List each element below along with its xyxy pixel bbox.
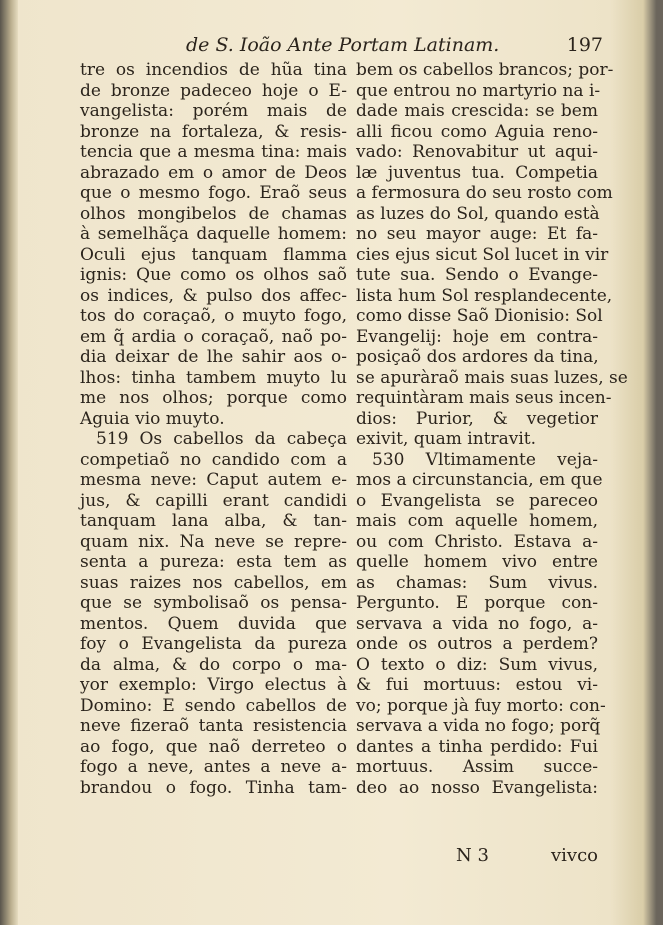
text-line: os indices, & pulso dos affec- xyxy=(80,285,347,306)
text-line: mesma neve: Caput autem e- xyxy=(80,470,347,490)
catchword: vivco xyxy=(550,845,598,866)
text-line: ignis: Que como os olhos saõ xyxy=(80,265,347,285)
text-line: Pergunto. E porque con- xyxy=(356,593,598,613)
text-line: mentos. Quem duvida que xyxy=(80,613,347,634)
text-line: abrazado em o amor de Deos xyxy=(80,162,347,183)
text-line: ao fogo, que naõ derreteo o xyxy=(80,736,347,757)
text-line: bronze na fortaleza, & resis- xyxy=(80,121,347,142)
signature-mark: N 3 xyxy=(456,845,489,866)
text-line: como disse Saõ Dionisio: Sol xyxy=(356,306,603,326)
text-line: de bronze padeceo hoje o E- xyxy=(80,80,347,101)
text-line: da alma, & do corpo o ma- xyxy=(80,654,347,675)
text-line: as luzes do Sol, quando està xyxy=(356,203,600,224)
text-line: mortuus. Assim succe- xyxy=(356,757,598,777)
text-line: mais com aquelle homem, xyxy=(356,511,598,531)
text-line: quelle homem vivo entre xyxy=(356,552,598,572)
text-line: que entrou no martyrio na i- xyxy=(356,80,601,101)
running-head: de S. Ioão Ante Portam Latinam. xyxy=(186,34,500,56)
text-line: tos do coraçaõ, o muyto fogo, xyxy=(80,306,347,326)
text-line: o Evangelista se pareceo xyxy=(356,490,598,511)
text-line: me nos olhos; porque como xyxy=(80,388,347,408)
text-line: as chamas: Sum vivus. xyxy=(356,572,598,593)
page-footer xyxy=(356,845,598,867)
text-line: læ juventus tua. Competia xyxy=(356,162,598,183)
text-line: & fui mortuus: estou vi- xyxy=(356,675,598,695)
text-line: dios: Purior, & vegetior xyxy=(356,408,598,429)
text-line: brandou o fogo. Tinha tam- xyxy=(80,777,347,798)
text-line: vo; porque jà fuy morto: con- xyxy=(356,695,606,716)
text-line: Oculi ejus tanquam flamma xyxy=(80,244,347,265)
text-line: posiçaõ dos ardores da tina, xyxy=(356,347,599,367)
left-text-column xyxy=(80,60,347,798)
text-line: neve fizeraõ tanta resistencia xyxy=(80,716,347,736)
text-line: quam nix. Na neve se repre- xyxy=(80,531,347,552)
text-line: à semelhãça daquelle homem: xyxy=(80,224,347,244)
text-line: olhos mongibelos de chamas xyxy=(80,203,347,224)
text-line: Aguia vio muyto. xyxy=(80,408,225,429)
text-line: alli ficou como Aguia reno- xyxy=(356,121,598,142)
text-line: dade mais crescida: se bem xyxy=(356,101,598,121)
text-line: lista hum Sol resplandecente, xyxy=(356,285,613,306)
text-line: onde os outros a perdem? xyxy=(356,634,598,654)
book-gutter xyxy=(0,0,18,925)
text-line: em q̃ ardia o coraçaõ, naõ po- xyxy=(80,326,347,347)
text-line: que se symbolisaõ os pensa- xyxy=(80,593,347,613)
text-line: dia deixar de lhe sahir aos o- xyxy=(80,347,347,367)
text-line: se apuràraõ mais suas luzes, se xyxy=(356,367,628,388)
text-line: vangelista: porém mais de xyxy=(80,101,347,121)
text-line: foy o Evangelista da pureza xyxy=(80,634,347,654)
right-text-column xyxy=(356,60,628,798)
text-line: deo ao nosso Evangelista: xyxy=(356,777,598,798)
text-line: servava a vida no fogo, a- xyxy=(356,613,598,634)
text-line: mos a circunstancia, em que xyxy=(356,470,603,490)
text-line: servava a vida no fogo; porq̃ xyxy=(356,716,601,736)
text-line: no seu mayor auge: Et fa- xyxy=(356,224,598,244)
text-line: ou com Christo. Estava a- xyxy=(356,531,598,552)
text-line: cies ejus sicut Sol lucet in vir xyxy=(356,244,609,265)
text-line: dantes a tinha perdido: Fui xyxy=(356,736,598,757)
text-line: competiaõ no candido com a xyxy=(80,449,347,470)
page-number: 197 xyxy=(566,34,603,56)
text-line: tre os incendios de hũa tina xyxy=(80,60,347,80)
text-line: que o mesmo fogo. Eraõ seus xyxy=(80,183,347,203)
text-line: O texto o diz: Sum vivus, xyxy=(356,654,598,675)
text-line: a fermosura do seu rosto com xyxy=(356,183,613,203)
text-line: tute sua. Sendo o Evange- xyxy=(356,265,598,285)
text-line: jus, & capilli erant candidi xyxy=(80,490,347,511)
page-header xyxy=(186,34,603,62)
text-line: tencia que a mesma tina: mais xyxy=(80,142,347,162)
text-line: lhos: tinha tambem muyto lu xyxy=(80,367,347,388)
text-line: yor exemplo: Virgo electus à xyxy=(80,675,347,695)
text-line: 519 Os cabellos da cabeça xyxy=(96,429,347,449)
text-line: 530 Vltimamente veja- xyxy=(372,449,598,470)
text-line: requintàram mais seus incen- xyxy=(356,388,612,408)
text-line: fogo a neve, antes a neve a- xyxy=(80,757,347,777)
text-line: vado: Renovabitur ut aqui- xyxy=(356,142,598,162)
text-line: senta a pureza: esta tem as xyxy=(80,552,347,572)
text-line: tanquam lana alba, & tan- xyxy=(80,511,347,531)
text-line: Domino: E sendo cabellos de xyxy=(80,695,347,716)
text-line: exivit, quam intravit. xyxy=(356,429,537,449)
text-line: suas raizes nos cabellos, em xyxy=(80,572,347,593)
text-line: Evangelij: hoje em contra- xyxy=(356,326,598,347)
text-line: bem os cabellos brancos; por- xyxy=(356,60,614,80)
